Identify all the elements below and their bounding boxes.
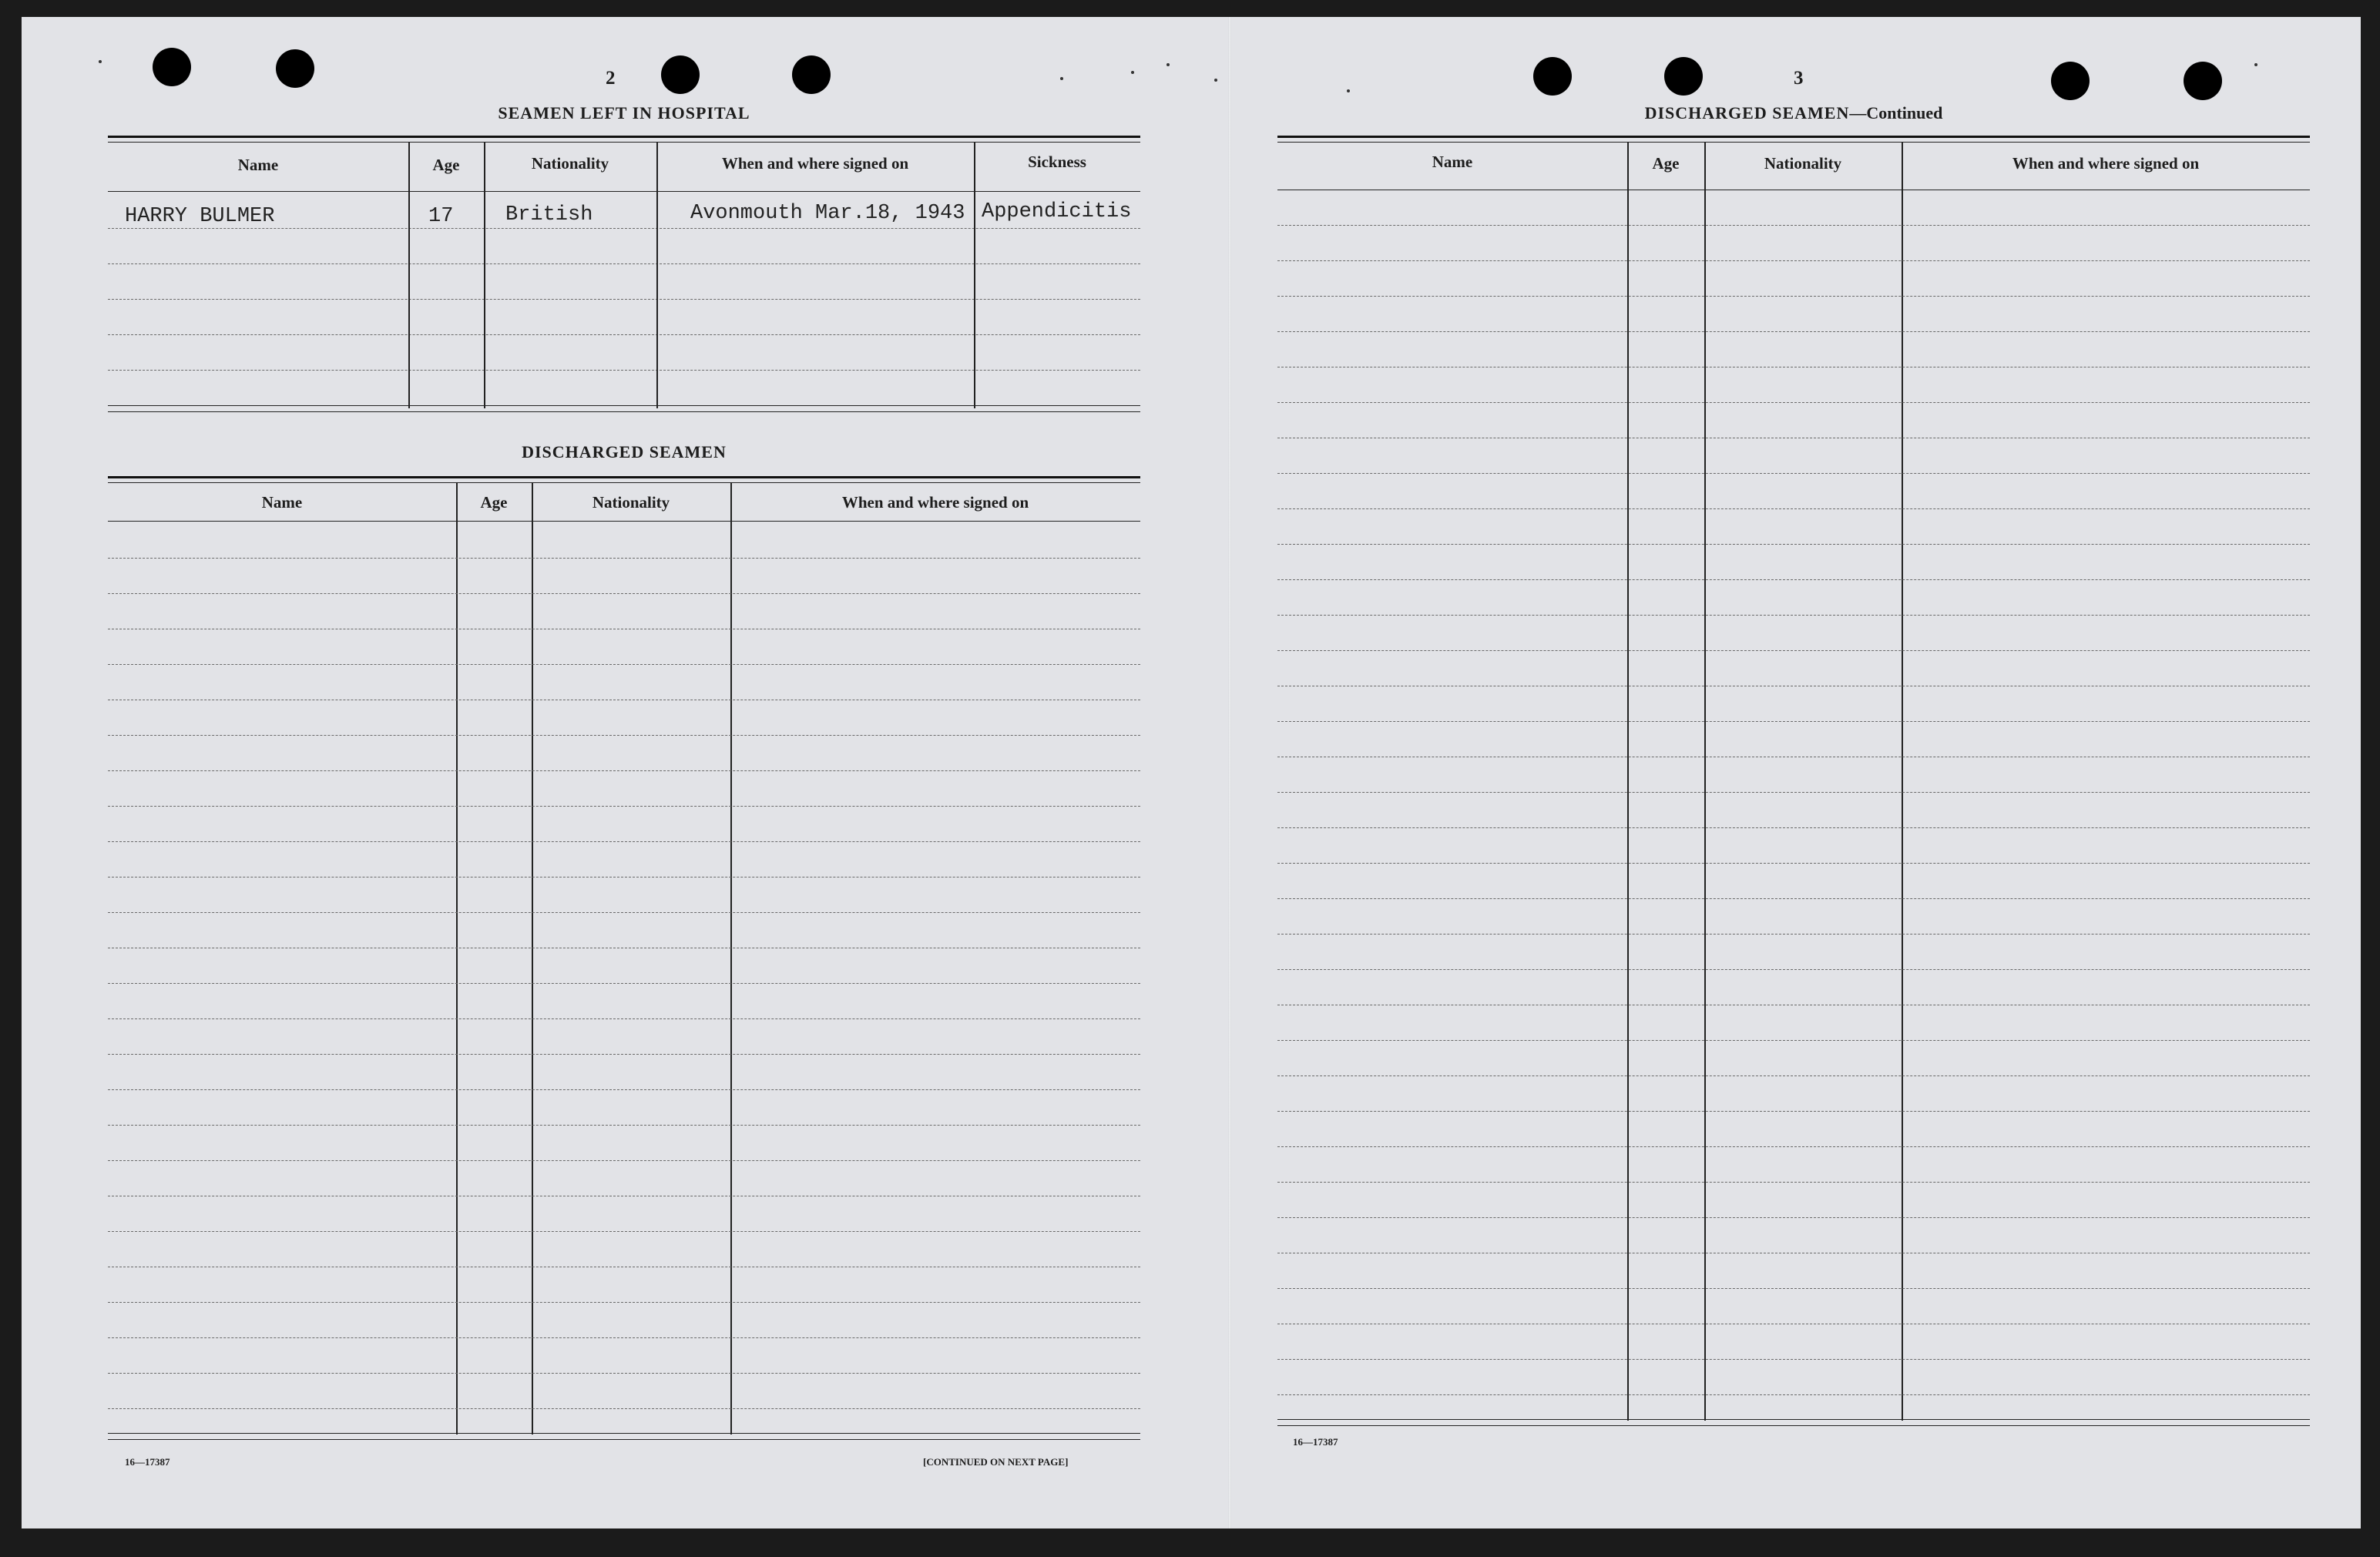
punch-hole [276, 49, 314, 88]
table-row-line [1277, 969, 2310, 970]
table-row-line [108, 593, 1140, 594]
table-rule [108, 142, 1140, 143]
table-row-line [1277, 402, 2310, 403]
table-row-line [1277, 1217, 2310, 1218]
column-divider [974, 142, 975, 408]
table-row-line [1277, 1075, 2310, 1076]
table-row-line [1277, 331, 2310, 332]
header-signed-on: When and where signed on [841, 493, 1029, 512]
table-row-line [1277, 615, 2310, 616]
header-nationality: Nationality [592, 493, 670, 512]
table-row-line [1277, 544, 2310, 545]
table-row-line [108, 370, 1140, 371]
hospital-row-nationality: British [505, 203, 593, 227]
table-row-line [108, 1054, 1140, 1055]
column-divider [1704, 142, 1706, 1421]
table-row-line [108, 1231, 1140, 1232]
table-rule [108, 1439, 1140, 1440]
table-row-line [108, 334, 1140, 335]
column-divider [656, 142, 658, 408]
punch-hole [792, 55, 831, 94]
table-rule [108, 411, 1140, 412]
punch-hole [153, 48, 191, 86]
discharged-section-title: DISCHARGED SEAMEN [522, 442, 727, 461]
speck [1060, 77, 1063, 80]
table-row-line [108, 770, 1140, 771]
page-number-right: 3 [1794, 68, 1804, 89]
column-divider [408, 142, 410, 408]
punch-hole [1533, 57, 1572, 96]
table-row-line [1277, 579, 2310, 580]
header-name: Name [237, 156, 279, 174]
hospital-row-age: 17 [428, 205, 454, 228]
table-row-line [108, 664, 1140, 665]
table-rule [108, 405, 1140, 406]
table-row-line [1277, 1040, 2310, 1041]
speck [99, 60, 102, 63]
punch-hole [2051, 62, 2090, 100]
punch-hole [2184, 62, 2222, 100]
table-row-line [108, 806, 1140, 807]
header-nationality: Nationality [1764, 154, 1842, 173]
speck [1214, 79, 1217, 82]
table-row-line [108, 1302, 1140, 1303]
column-divider [456, 482, 458, 1435]
table-row-line [1277, 1111, 2310, 1112]
form-number-right: 16—17387 [1293, 1436, 1338, 1448]
table-row-line [1277, 1182, 2310, 1183]
header-age: Age [432, 156, 460, 174]
table-row-line [1277, 934, 2310, 935]
header-nationality: Nationality [531, 154, 609, 173]
hospital-row-sickness: Appendicitis [982, 200, 1132, 223]
table-rule [108, 482, 1140, 483]
punch-hole [1664, 57, 1703, 96]
table-row-line [108, 1373, 1140, 1374]
header-name: Name [1432, 153, 1473, 171]
header-age: Age [1652, 154, 1680, 173]
table-row-line [108, 1089, 1140, 1090]
table-row-line [1277, 1359, 2310, 1360]
table-row-line [108, 1337, 1140, 1338]
table-row-line [1277, 1146, 2310, 1147]
header-sickness: Sickness [1028, 153, 1086, 171]
header-age: Age [480, 493, 508, 512]
table-row-line [108, 1408, 1140, 1409]
table-row-line [108, 299, 1140, 300]
punch-hole [661, 55, 700, 94]
table-row-line [108, 912, 1140, 913]
table-rule [108, 1433, 1140, 1434]
table-row-line [1277, 1394, 2310, 1395]
header-name: Name [261, 493, 303, 512]
speck [2254, 63, 2257, 66]
table-rule [1277, 1425, 2310, 1426]
speck [1167, 63, 1170, 66]
document-sheet [22, 17, 2361, 1528]
hospital-section-title: SEAMEN LEFT IN HOSPITAL [498, 103, 750, 122]
table-row-line [108, 1018, 1140, 1019]
discharged-title-suffix: —Continued [1849, 103, 1943, 122]
hospital-row-signed-on: Avonmouth Mar.18, 1943 [690, 202, 965, 225]
table-row-line [1277, 863, 2310, 864]
hospital-row-name: HARRY BULMER [125, 205, 275, 228]
column-divider [1902, 142, 1903, 1421]
table-rule [108, 191, 1140, 192]
continued-note: [CONTINUED ON NEXT PAGE] [923, 1456, 1069, 1468]
table-row-line [1277, 827, 2310, 828]
column-divider [1627, 142, 1629, 1421]
table-rule [108, 476, 1140, 478]
speck [1131, 71, 1134, 74]
table-row-line [1277, 225, 2310, 226]
table-row-line [108, 1160, 1140, 1161]
table-row-line [1277, 650, 2310, 651]
column-divider [532, 482, 533, 1435]
column-divider [730, 482, 732, 1435]
column-divider [484, 142, 485, 408]
speck [1347, 89, 1350, 92]
table-row-line [108, 558, 1140, 559]
table-row-line [108, 1125, 1140, 1126]
table-rule [1277, 136, 2310, 138]
header-signed-on: When and where signed on [2012, 154, 2200, 173]
table-rule [108, 136, 1140, 138]
table-row-line [1277, 508, 2310, 509]
form-number-left: 16—17387 [125, 1456, 170, 1468]
discharged-title-main: DISCHARGED SEAMEN [1644, 103, 1850, 122]
page-number-left: 2 [606, 68, 616, 89]
table-row-line [1277, 898, 2310, 899]
table-row-line [108, 841, 1140, 842]
table-row-line [1277, 721, 2310, 722]
table-row-line [1277, 296, 2310, 297]
table-row-line [108, 735, 1140, 736]
header-signed-on: When and where signed on [721, 154, 909, 173]
table-row-line [1277, 473, 2310, 474]
page-fold [1228, 17, 1231, 1528]
table-rule [1277, 1419, 2310, 1420]
table-row-line [108, 983, 1140, 984]
table-row-line [1277, 792, 2310, 793]
table-rule [108, 521, 1140, 522]
table-rule [1277, 142, 2310, 143]
discharged-continued-title [1277, 103, 2310, 123]
table-row-line [1277, 1288, 2310, 1289]
table-row-line [108, 263, 1140, 264]
table-row-line [1277, 260, 2310, 261]
table-row-line [108, 228, 1140, 229]
